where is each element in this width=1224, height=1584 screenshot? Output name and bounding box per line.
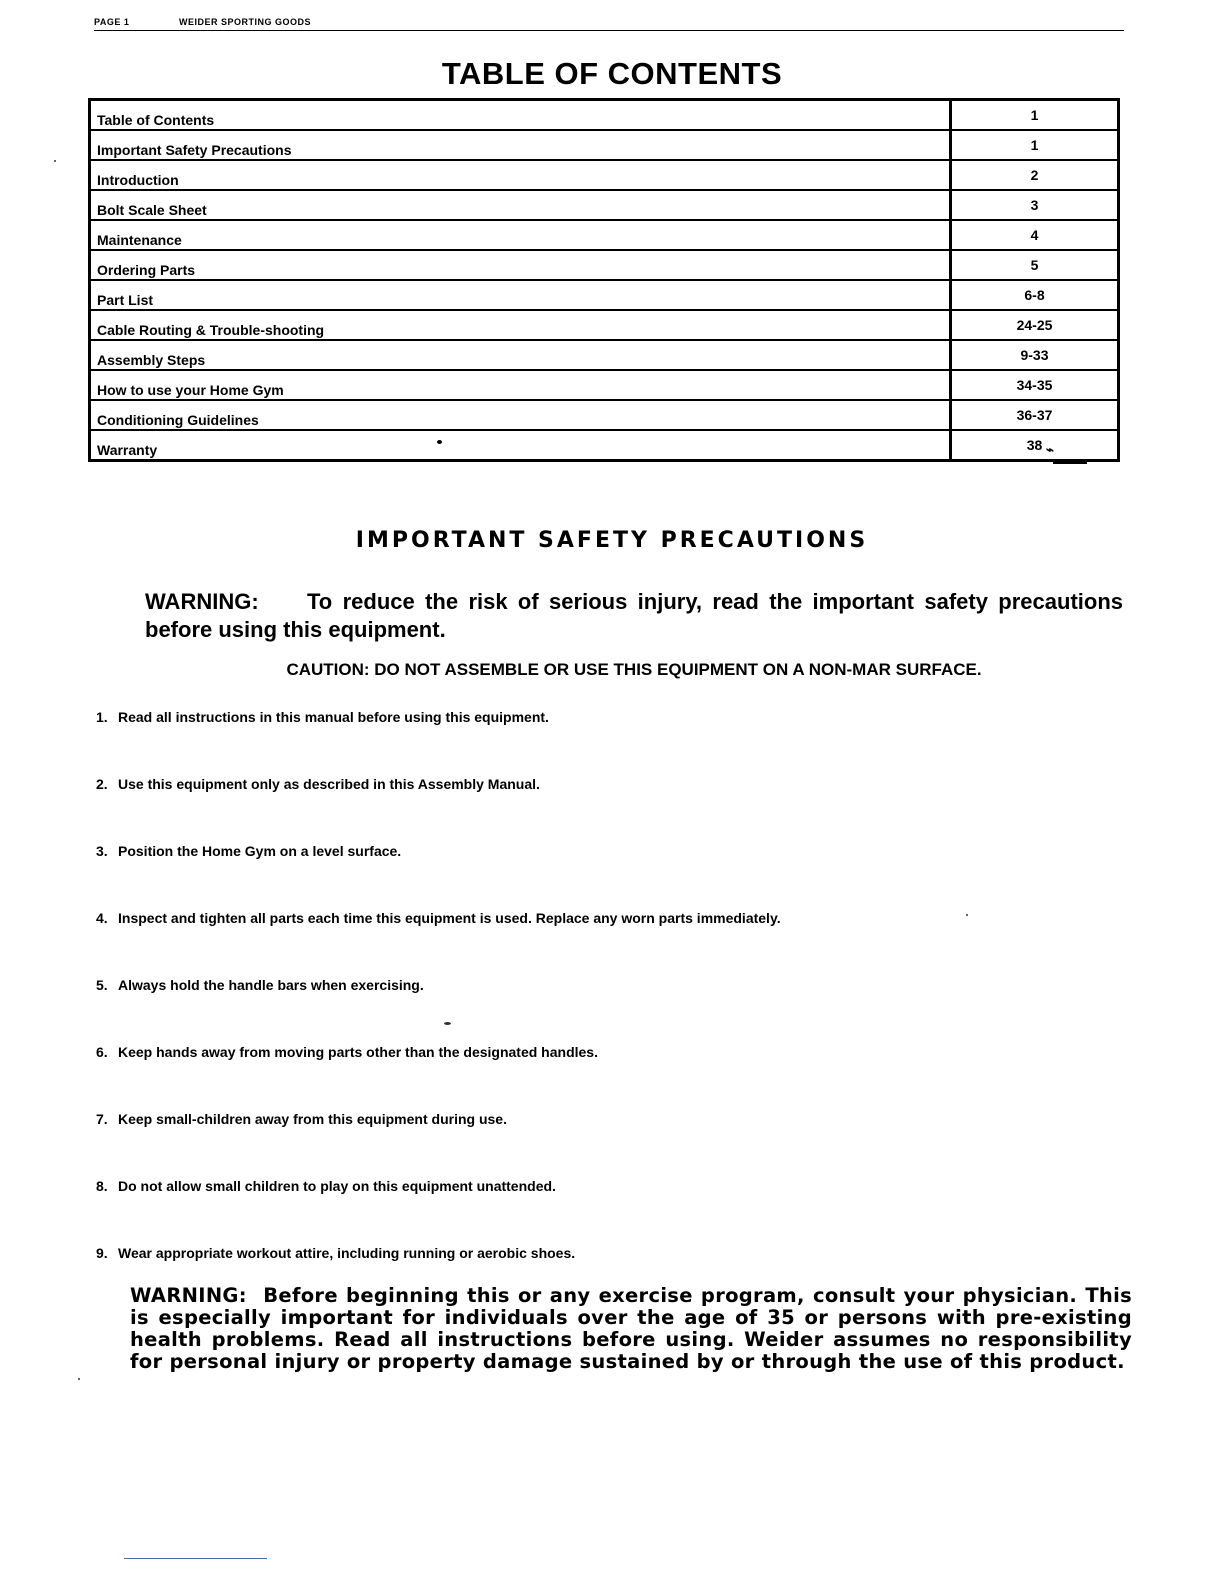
toc-row: [90, 280, 1119, 310]
safety-item-text: Read all instructions in this manual before using this equipment.: [118, 709, 549, 725]
toc-entry-page: 5: [951, 250, 1119, 280]
safety-item-text: Keep hands away from moving parts other than the designated handles.: [118, 1044, 598, 1060]
final-warning-label: WARNING:: [130, 1284, 247, 1307]
stray-mark: [437, 440, 442, 444]
safety-item-text: Keep small-children away from this equipment during use.: [118, 1111, 507, 1127]
toc-entry-label: Assembly Steps: [90, 340, 951, 370]
toc-row: [90, 190, 1119, 220]
safety-item-number: 4.: [96, 910, 108, 926]
scan-speck: [966, 914, 968, 916]
safety-list: [96, 709, 781, 1312]
scan-speck: [78, 1378, 80, 1380]
safety-item-number: 5.: [96, 977, 108, 993]
safety-item: [96, 910, 781, 977]
toc-entry-label: Bolt Scale Sheet: [90, 190, 951, 220]
toc-row: [90, 160, 1119, 190]
toc-row: [90, 340, 1119, 370]
scan-speck: [54, 160, 56, 162]
safety-item-text: Always hold the handle bars when exercising.: [118, 977, 424, 993]
page-header: [94, 17, 1124, 31]
toc-entry-label: Introduction: [90, 160, 951, 190]
toc-entry-page: 4: [951, 220, 1119, 250]
toc-entry-label: How to use your Home Gym: [90, 370, 951, 400]
final-warning-text: Before beginning this or any exercise program, consult your physician. This is especially important for individuals over the age of 35 or persons with pre-existing health problems. Read all instructions before using. Weider assumes no responsibility for personal injury or property damage sustained by or through the use of this product.: [130, 1284, 1132, 1373]
toc-entry-page: 34-35: [951, 370, 1119, 400]
toc-row: [90, 130, 1119, 160]
caution-line: CAUTION: DO NOT ASSEMBLE OR USE THIS EQUIPMENT ON A NON-MAR SURFACE.: [286, 660, 982, 679]
toc-row: [90, 430, 1119, 461]
safety-item-number: 3.: [96, 843, 108, 859]
safety-item: [96, 1044, 781, 1111]
safety-item: [96, 776, 781, 843]
toc-entry-page: 6-8: [951, 280, 1119, 310]
toc-entry-page: 3: [951, 190, 1119, 220]
toc-entry-label: Warranty: [97, 442, 158, 458]
safety-item-text: Do not allow small children to play on this equipment unattended.: [118, 1178, 556, 1194]
toc-row: [90, 310, 1119, 340]
safety-item: [96, 1111, 781, 1178]
toc-entry-label: Important Safety Precautions: [90, 130, 951, 160]
safety-item-text: Position the Home Gym on a level surface.: [118, 843, 402, 859]
final-warning: [130, 1285, 1132, 1373]
toc-row: [90, 100, 1119, 131]
toc-entry-page: 9-33: [951, 340, 1119, 370]
safety-item-number: 6.: [96, 1044, 108, 1060]
stray-underline: [1053, 462, 1087, 464]
toc-entry-page: 24-25: [951, 310, 1119, 340]
toc-row: [90, 370, 1119, 400]
warning-text: To reduce the risk of serious injury, read the important safety precautions before using this equipment.: [145, 589, 1123, 642]
toc-row: [90, 400, 1119, 430]
warning-label: WARNING:: [145, 589, 259, 614]
toc-entry-page: 36-37: [951, 400, 1119, 430]
toc-entry-label: Ordering Parts: [90, 250, 951, 280]
safety-item: [96, 709, 781, 776]
toc-entry-page: 38: [951, 430, 1119, 461]
safety-item-text: Inspect and tighten all parts each time this equipment is used. Replace any worn parts immediately.: [118, 910, 781, 926]
scan-speck: [444, 1022, 451, 1025]
safety-item-text: Wear appropriate workout attire, including running or aerobic shoes.: [118, 1245, 576, 1261]
toc-title: TABLE OF CONTENTS: [441, 56, 783, 91]
safety-item: [96, 977, 781, 1044]
toc-entry-label: Maintenance: [90, 220, 951, 250]
safety-item-number: 7.: [96, 1111, 108, 1127]
toc-entry-page: 2: [951, 160, 1119, 190]
toc-entry-label: Cable Routing & Trouble-shooting: [90, 310, 951, 340]
safety-warning: [145, 588, 1123, 644]
toc-entry-label: Table of Contents: [90, 100, 951, 131]
toc-row: [90, 250, 1119, 280]
toc-row: [90, 220, 1119, 250]
toc-entry-page: 1: [951, 130, 1119, 160]
toc-table: [88, 98, 1120, 462]
safety-item-text: Use this equipment only as described in this Assembly Manual.: [118, 776, 540, 792]
company-name: WEIDER SPORTING GOODS: [179, 17, 312, 27]
toc-entry-page: 1: [951, 100, 1119, 131]
footer-rule: [124, 1558, 267, 1559]
safety-title: IMPORTANT SAFETY PRECAUTIONS: [355, 528, 869, 553]
safety-item-number: 9.: [96, 1245, 108, 1261]
safety-item-number: 8.: [96, 1178, 108, 1194]
handwritten-mark: ⌁: [1046, 442, 1054, 457]
toc-entry-label: Part List: [90, 280, 951, 310]
safety-item-number: 1.: [96, 709, 108, 725]
safety-item-number: 2.: [96, 776, 108, 792]
safety-item: [96, 1178, 781, 1245]
safety-item: [96, 843, 781, 910]
page-number: PAGE 1: [94, 17, 130, 27]
toc-entry-label: Conditioning Guidelines: [90, 400, 951, 430]
